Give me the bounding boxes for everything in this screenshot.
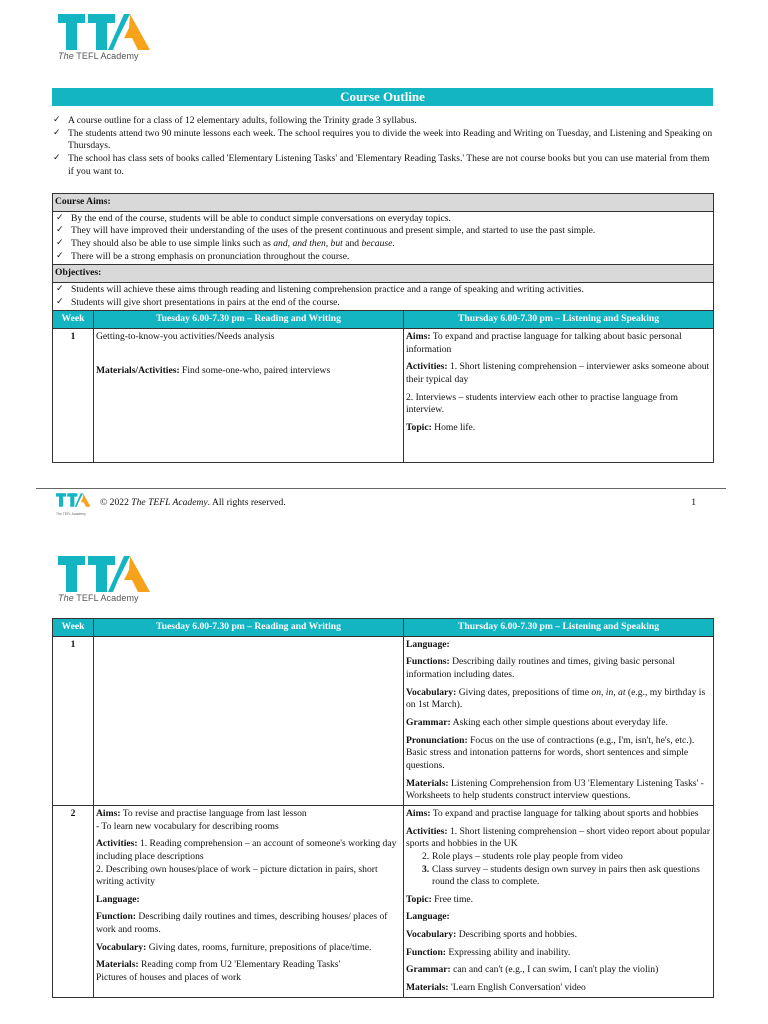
course-table-page2: [52, 618, 714, 998]
thursday-activities-2: 2. Interviews – students interview each other to practise language from interview.: [406, 391, 678, 416]
tuesday-vocabulary: Vocabulary: Giving dates, rooms, furniture, prepositions of place/time.: [96, 941, 372, 953]
page-number: 1: [691, 497, 696, 508]
col-tuesday: Tuesday 6.00-7.30 pm – Reading and Writing: [94, 311, 404, 329]
aim-item: ✓ There will be a strong emphasis on pronunciation throughout the course.: [55, 251, 711, 264]
tuesday-activities: Activities: 1. Reading comprehension – an account of someone's working day including place descriptions: [96, 838, 397, 862]
page-title: Course Outline: [52, 88, 713, 106]
table-row: [53, 328, 714, 462]
intro-item: ✓ A course outline for a class of 12 elementary adults, following the Trinity grade 3 syllabus.: [52, 115, 717, 128]
tta-logo: [58, 14, 154, 63]
aim-item: ✓ They will have improved their understanding of the uses of the present continuous and present simple, and started to use the past simple.: [55, 225, 711, 238]
course-table-page1: [52, 193, 714, 463]
language-heading: Language:: [406, 638, 450, 650]
thursday-topic: Topic: Free time.: [406, 893, 474, 905]
thursday-grammar: Grammar: can and can't (e.g., I can swim, I can't play the violin): [406, 964, 659, 976]
table-header-row: [53, 619, 714, 637]
thursday-activity-2: 2. Role plays – students role play people from video: [422, 850, 623, 862]
tuesday-activities-2: 2. Describing own houses/place of work – picture dictation in pairs, short writing activity: [96, 863, 378, 888]
footer-logo-graphic: [56, 493, 92, 507]
week-number: 1: [53, 636, 94, 805]
grammar: Grammar: Asking each other simple questions about everyday life.: [406, 716, 668, 728]
tuesday-cell: [94, 636, 404, 805]
course-aims-heading: Course Aims:: [53, 194, 714, 212]
footer-divider: [36, 488, 726, 489]
copyright-text: © 2022 The TEFL Academy. All rights reserved.: [100, 497, 286, 508]
week-number: 1: [53, 328, 94, 462]
tuesday-aims: Aims: To revise and practise language from last lesson: [96, 807, 307, 819]
week-number: 2: [53, 805, 94, 997]
tuesday-function: Function: Describing daily routines and times, describing houses/ places of work and rooms.: [96, 911, 388, 936]
tuesday-cell: [94, 805, 404, 997]
thursday-activities: Activities: 1. Short listening comprehension – interviewer asks someone about their typical day: [406, 361, 710, 385]
aim-item: ✓ By the end of the course, students will be able to conduct simple conversations on everyday topics.: [55, 213, 711, 226]
tuesday-language-heading: Language:: [96, 893, 140, 905]
intro-item: ✓ The school has class sets of books called 'Elementary Listening Tasks' and 'Elementary Reading Tasks.' These are not course books but you can use material from them if you want to.: [52, 153, 717, 178]
tuesday-materials: Materials: Reading comp from U2 'Elementary Reading Tasks': [96, 959, 341, 971]
col-tuesday: Tuesday 6.00-7.30 pm – Reading and Writing: [94, 619, 404, 637]
thursday-function: Function: Expressing ability and inability.: [406, 946, 571, 958]
tta-logo-graphic: [58, 556, 154, 592]
thursday-topic: Topic: Home life.: [406, 421, 476, 433]
logo-tagline: The TEFL Academy: [58, 51, 139, 61]
objectives-heading: Objectives:: [53, 265, 714, 283]
tuesday-intro: Getting-to-know-you activities/Needs analysis: [96, 330, 275, 342]
tuesday-materials-2: Pictures of houses and places of work: [96, 972, 241, 984]
col-week: Week: [53, 619, 94, 637]
tuesday-materials: Materials/Activities: Find some-one-who, paired interviews: [96, 364, 331, 376]
tta-logo-graphic: [58, 14, 154, 50]
thursday-activity-3: 3. Class survey – students design own survey in pairs then ask questions round the class to complete.: [422, 863, 700, 888]
tuesday-aims-2: - To learn new vocabulary for describing rooms: [96, 820, 279, 832]
thursday-materials: Materials: 'Learn English Conversation' video: [406, 982, 586, 994]
materials: Materials: Listening Comprehension from U3 'Elementary Listening Tasks' - Worksheets to help students construct interview questions.: [406, 777, 704, 802]
page-footer: [36, 493, 726, 515]
table-header-row: [53, 311, 714, 329]
col-thursday: Thursday 6.00-7.30 pm – Listening and Speaking: [404, 311, 714, 329]
course-aims-list: [53, 211, 714, 265]
thursday-aims: Aims: To expand and practise language for talking about sports and hobbies: [406, 807, 699, 819]
table-row: [53, 805, 714, 997]
tta-logo-mark: [58, 556, 154, 592]
tuesday-cell: [94, 328, 404, 462]
thursday-vocabulary: Vocabulary: Describing sports and hobbies.: [406, 929, 578, 941]
aim-item: ✓ They should also be able to use simple links such as and, and then, but and because.: [55, 238, 711, 251]
thursday-cell: [404, 328, 714, 462]
objective-item: ✓ Students will achieve these aims through reading and listening comprehension practice and a range of speaking and writing activities.: [55, 284, 711, 297]
footer-logo: [56, 493, 92, 516]
objectives-list: [53, 282, 714, 310]
intro-item: ✓ The students attend two 90 minute lessons each week. The school requires you to divide the week into Reading and Writing on Tuesday, and Listening and Speaking on Thursdays.: [52, 128, 717, 153]
col-thursday: Thursday 6.00-7.30 pm – Listening and Speaking: [404, 619, 714, 637]
col-week: Week: [53, 311, 94, 329]
vocabulary: Vocabulary: Giving dates, prepositions of time on, in, at (e.g., my birthday is on 1st March).: [406, 686, 706, 711]
thursday-cell: [404, 805, 714, 997]
pronunciation: Pronunciation: Focus on the use of contractions (e.g., I'm, isn't, he's, etc.). Basic stress and intonation patterns for words, short sentences and simple questions.: [406, 734, 695, 771]
intro-list: [52, 115, 717, 178]
thursday-activities: Activities: 1. Short listening comprehension – short video report about popular sports and hobbies in the UK: [406, 825, 711, 850]
table-row: [53, 636, 714, 805]
thursday-language-heading: Language:: [406, 911, 450, 923]
tta-logo-mark: [58, 14, 154, 50]
functions: Functions: Describing daily routines and times, giving basic personal information including dates.: [406, 656, 675, 680]
thursday-cell: [404, 636, 714, 805]
tta-logo-page2: [58, 556, 154, 605]
objective-item: ✓ Students will give short presentations in pairs at the end of the course.: [55, 297, 711, 310]
thursday-aims: Aims: To expand and practise language for talking about basic personal information: [406, 330, 682, 355]
footer-logo-caption: The TEFL Academy: [56, 511, 86, 516]
logo-tagline: The TEFL Academy: [58, 593, 139, 603]
